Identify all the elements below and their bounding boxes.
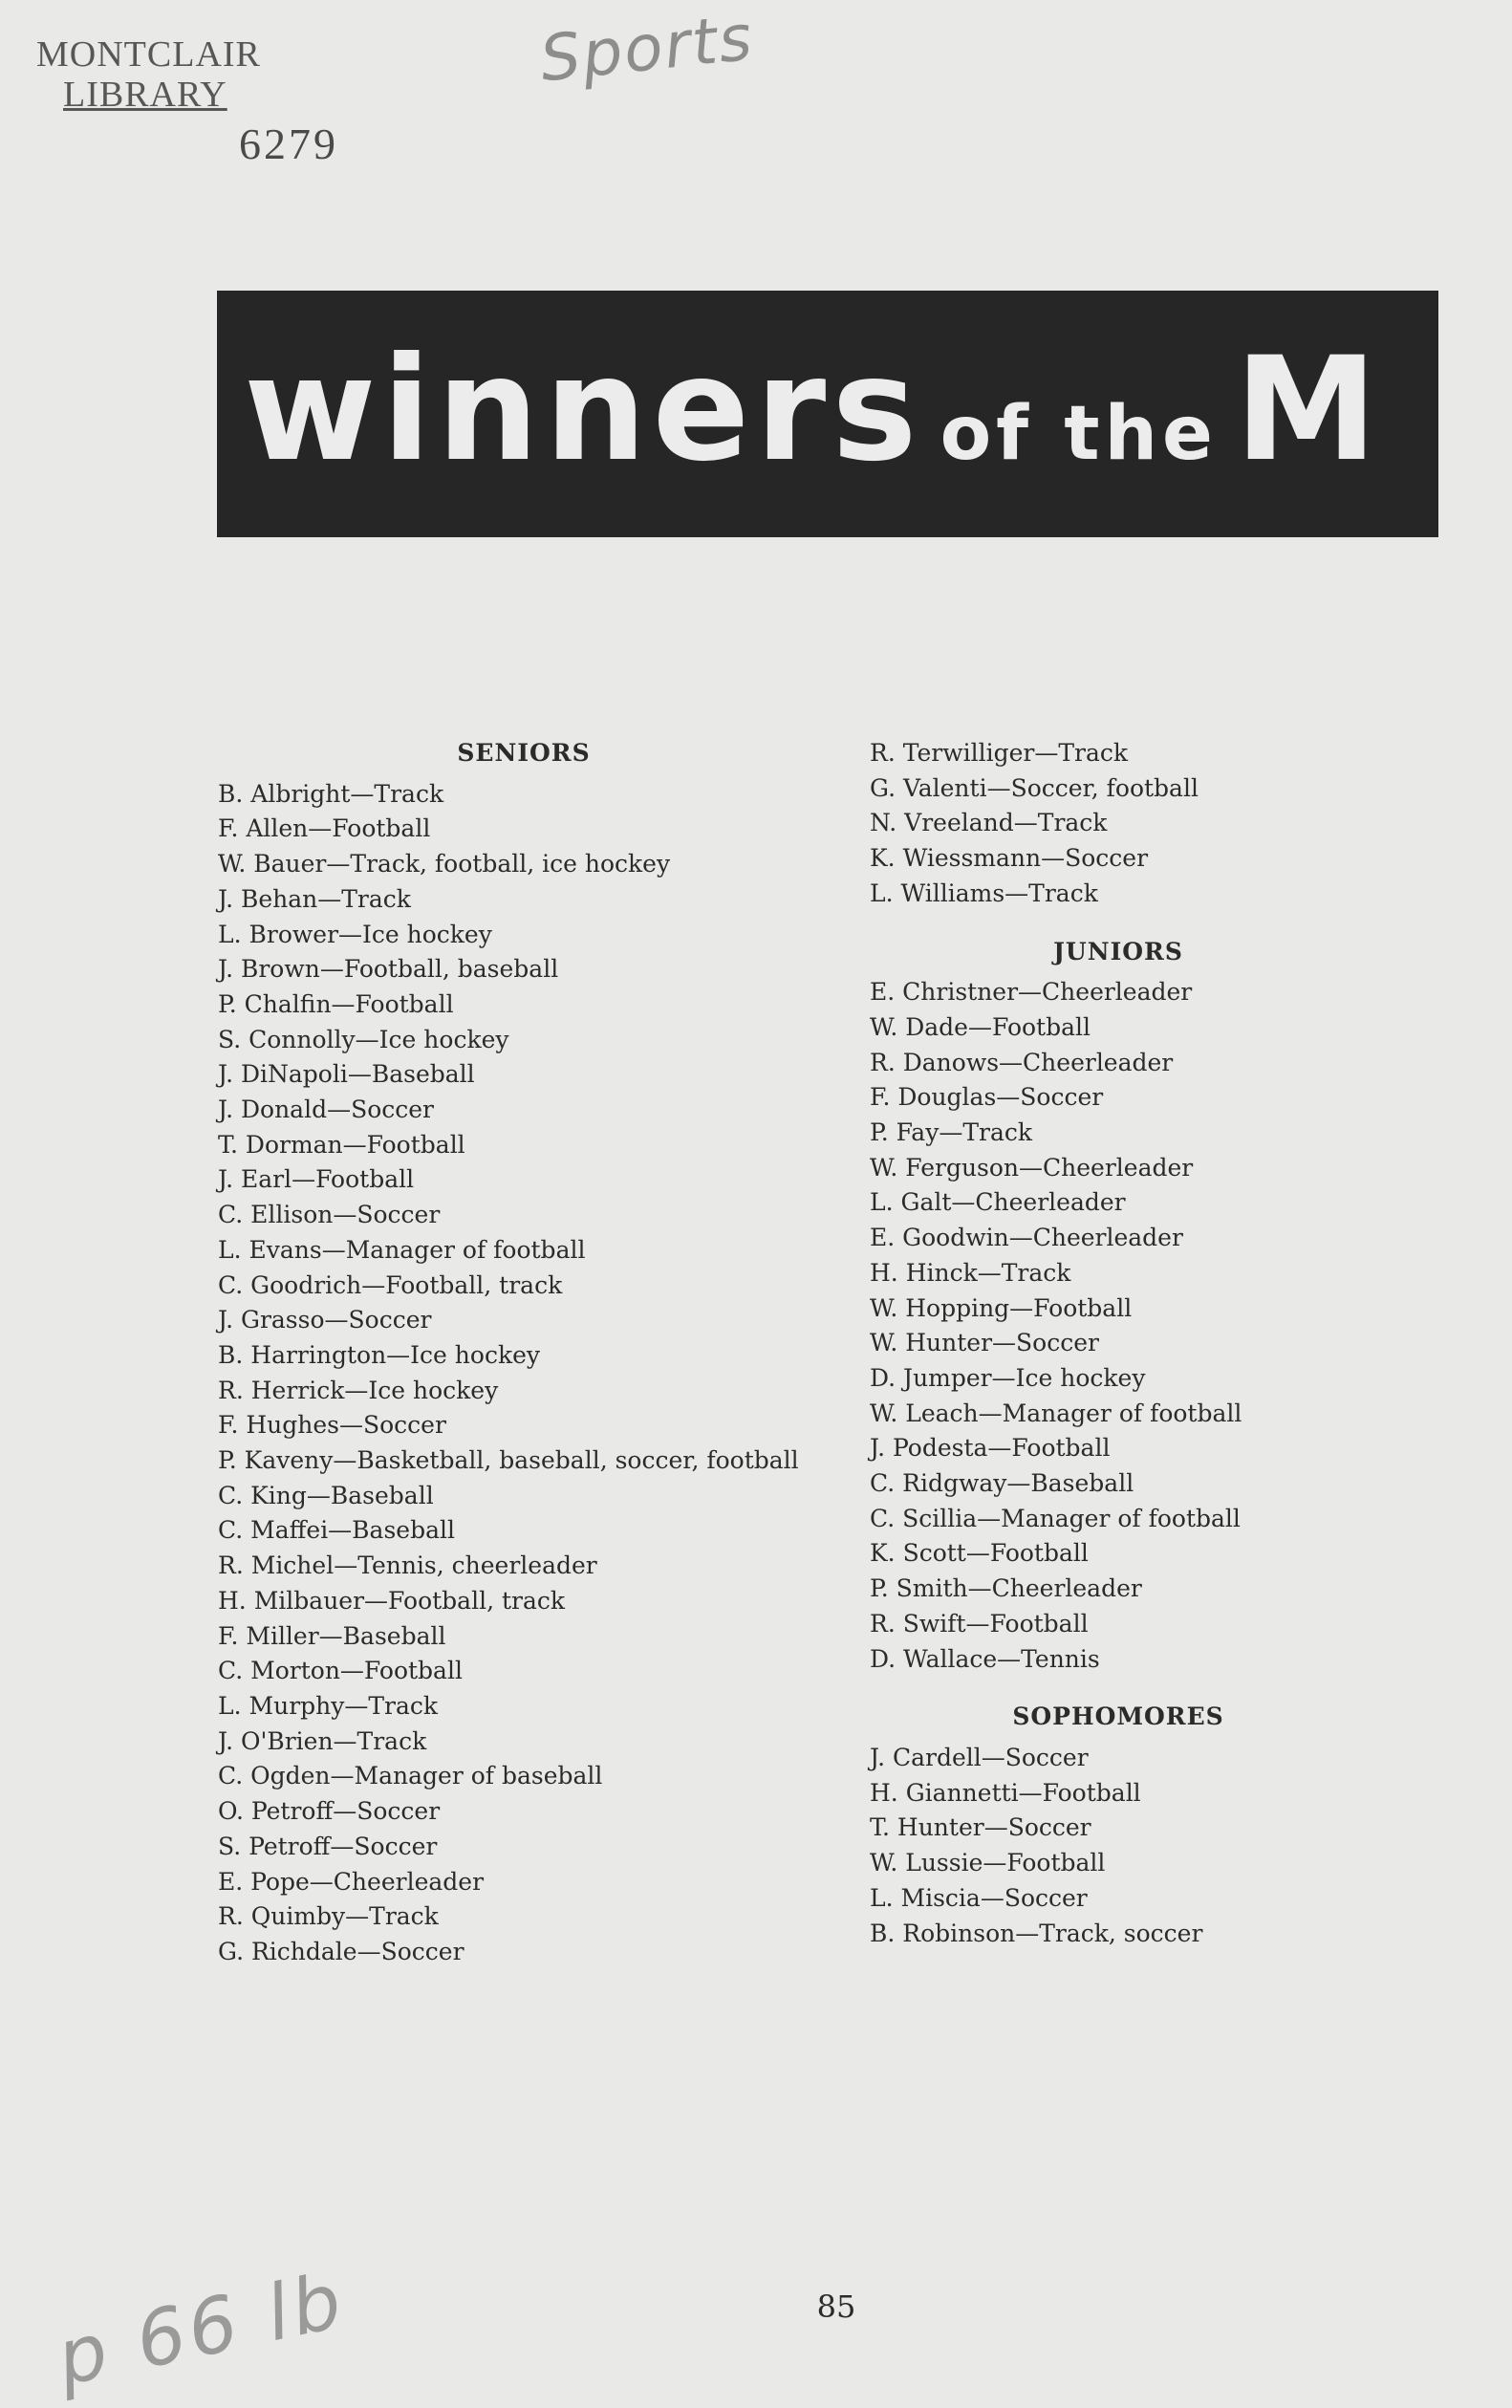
list-item: R. Herrick—Ice hockey [218,1376,499,1404]
list-item: O. Petroff—Soccer [218,1797,441,1826]
list-item: C. Ellison—Soccer [218,1201,441,1229]
list-item: L. Evans—Manager of football [218,1235,586,1264]
list-item: R. Michel—Tennis, cheerleader [218,1551,597,1580]
list-item: C. Maffei—Baseball [218,1516,455,1545]
list-item: J. Donald—Soccer [218,1096,435,1124]
list-item: E. Goodwin—Cheerleader [870,1224,1183,1252]
list-item: L. Williams—Track [870,879,1098,907]
list-item: F. Hughes—Soccer [218,1411,446,1440]
banner-word-of-the: of the [940,391,1218,477]
accession-number: 6279 [239,119,338,168]
list-item: G. Valenti—Soccer, football [870,773,1199,802]
list-item: J. Behan—Track [218,884,411,913]
list-item: W. Hunter—Soccer [870,1329,1099,1357]
right-column [870,736,1367,1951]
list-item: R. Quimby—Track [218,1902,439,1931]
list-item: P. Chalfin—Football [218,989,454,1018]
banner-word-winners: winners [244,327,923,493]
left-column [218,736,830,1970]
list-item: C. Scillia—Manager of football [870,1504,1241,1532]
list-item: J. Brown—Football, baseball [218,955,559,984]
library-stamp [36,34,261,115]
seniors-list [218,777,830,1970]
list-item: P. Smith—Cheerleader [870,1574,1142,1603]
list-item: H. Milbauer—Football, track [218,1586,566,1615]
list-item: B. Harrington—Ice hockey [218,1340,541,1369]
section-heading-juniors: JUNIORS [1053,937,1183,965]
list-item: K. Wiessmann—Soccer [870,844,1149,873]
list-item: W. Ferguson—Cheerleader [870,1153,1194,1182]
list-item: J. Cardell—Soccer [870,1743,1089,1771]
list-item: N. Vreeland—Track [870,809,1108,837]
list-item: W. Leach—Manager of football [870,1399,1242,1427]
list-item: C. King—Baseball [218,1481,434,1509]
list-item: J. DiNapoli—Baseball [218,1060,475,1089]
list-item: T. Hunter—Soccer [870,1813,1091,1842]
list-item: J. Earl—Football [218,1165,415,1194]
stamp-line-2: LIBRARY [63,75,227,115]
list-item: R. Swift—Football [870,1609,1089,1638]
handwritten-note-sports: Sports [536,0,757,97]
list-item: E. Christner—Cheerleader [870,978,1193,1007]
list-item: F. Miller—Baseball [218,1621,446,1650]
banner-word-m: M [1234,327,1384,493]
list-item: D. Jumper—Ice hockey [870,1363,1146,1392]
list-item: L. Miscia—Soccer [870,1883,1088,1912]
list-item: D. Wallace—Tennis [870,1644,1100,1673]
page-number: 85 [816,2289,856,2325]
list-item: G. Richdale—Soccer [218,1937,464,1965]
list-item: W. Dade—Football [870,1012,1091,1041]
list-item: S. Petroff—Soccer [218,1832,438,1860]
list-item: C. Goodrich—Football, track [218,1270,563,1299]
list-item: J. Grasso—Soccer [218,1306,432,1334]
list-item: J. Podesta—Football [870,1434,1111,1463]
banner-title [244,327,1412,493]
list-item: K. Scott—Football [870,1539,1089,1568]
list-item: H. Giannetti—Football [870,1778,1141,1807]
list-item: S. Connolly—Ice hockey [218,1025,509,1053]
stamp-line-1: MONTCLAIR [36,34,261,75]
section-heading-seniors: SENIORS [457,739,591,767]
seniors-list-continued [870,736,1367,912]
list-item: F. Allen—Football [218,814,431,843]
list-item: H. Hinck—Track [870,1258,1071,1287]
list-item: P. Kaveny—Basketball, baseball, soccer, football [218,1446,799,1475]
title-banner [217,291,1438,537]
list-item: C. Ogden—Manager of baseball [218,1762,603,1790]
list-item: R. Terwilliger—Track [870,739,1129,767]
list-item: L. Galt—Cheerleader [870,1188,1126,1217]
list-item: C. Ridgway—Baseball [870,1469,1134,1498]
list-item: W. Lussie—Football [870,1849,1106,1877]
list-item: J. O'Brien—Track [218,1726,427,1755]
list-item: L. Murphy—Track [218,1691,439,1720]
list-item: B. Robinson—Track, soccer [870,1919,1203,1947]
sophomores-list [870,1741,1367,1951]
list-item: L. Brower—Ice hockey [218,920,492,948]
list-item: P. Fay—Track [870,1118,1033,1147]
list-item: B. Albright—Track [218,779,444,808]
list-item: E. Pope—Cheerleader [218,1867,485,1896]
list-item: W. Bauer—Track, football, ice hockey [218,850,671,879]
list-item: W. Hopping—Football [870,1293,1133,1322]
list-item: R. Danows—Cheerleader [870,1048,1174,1076]
list-item: F. Douglas—Soccer [870,1083,1104,1112]
juniors-list [870,975,1367,1677]
section-heading-sophomores: SOPHOMORES [1012,1703,1224,1731]
handwritten-page-reference: p 66 lb [49,2255,353,2403]
list-item: C. Morton—Football [218,1657,463,1685]
list-item: T. Dorman—Football [218,1130,465,1159]
